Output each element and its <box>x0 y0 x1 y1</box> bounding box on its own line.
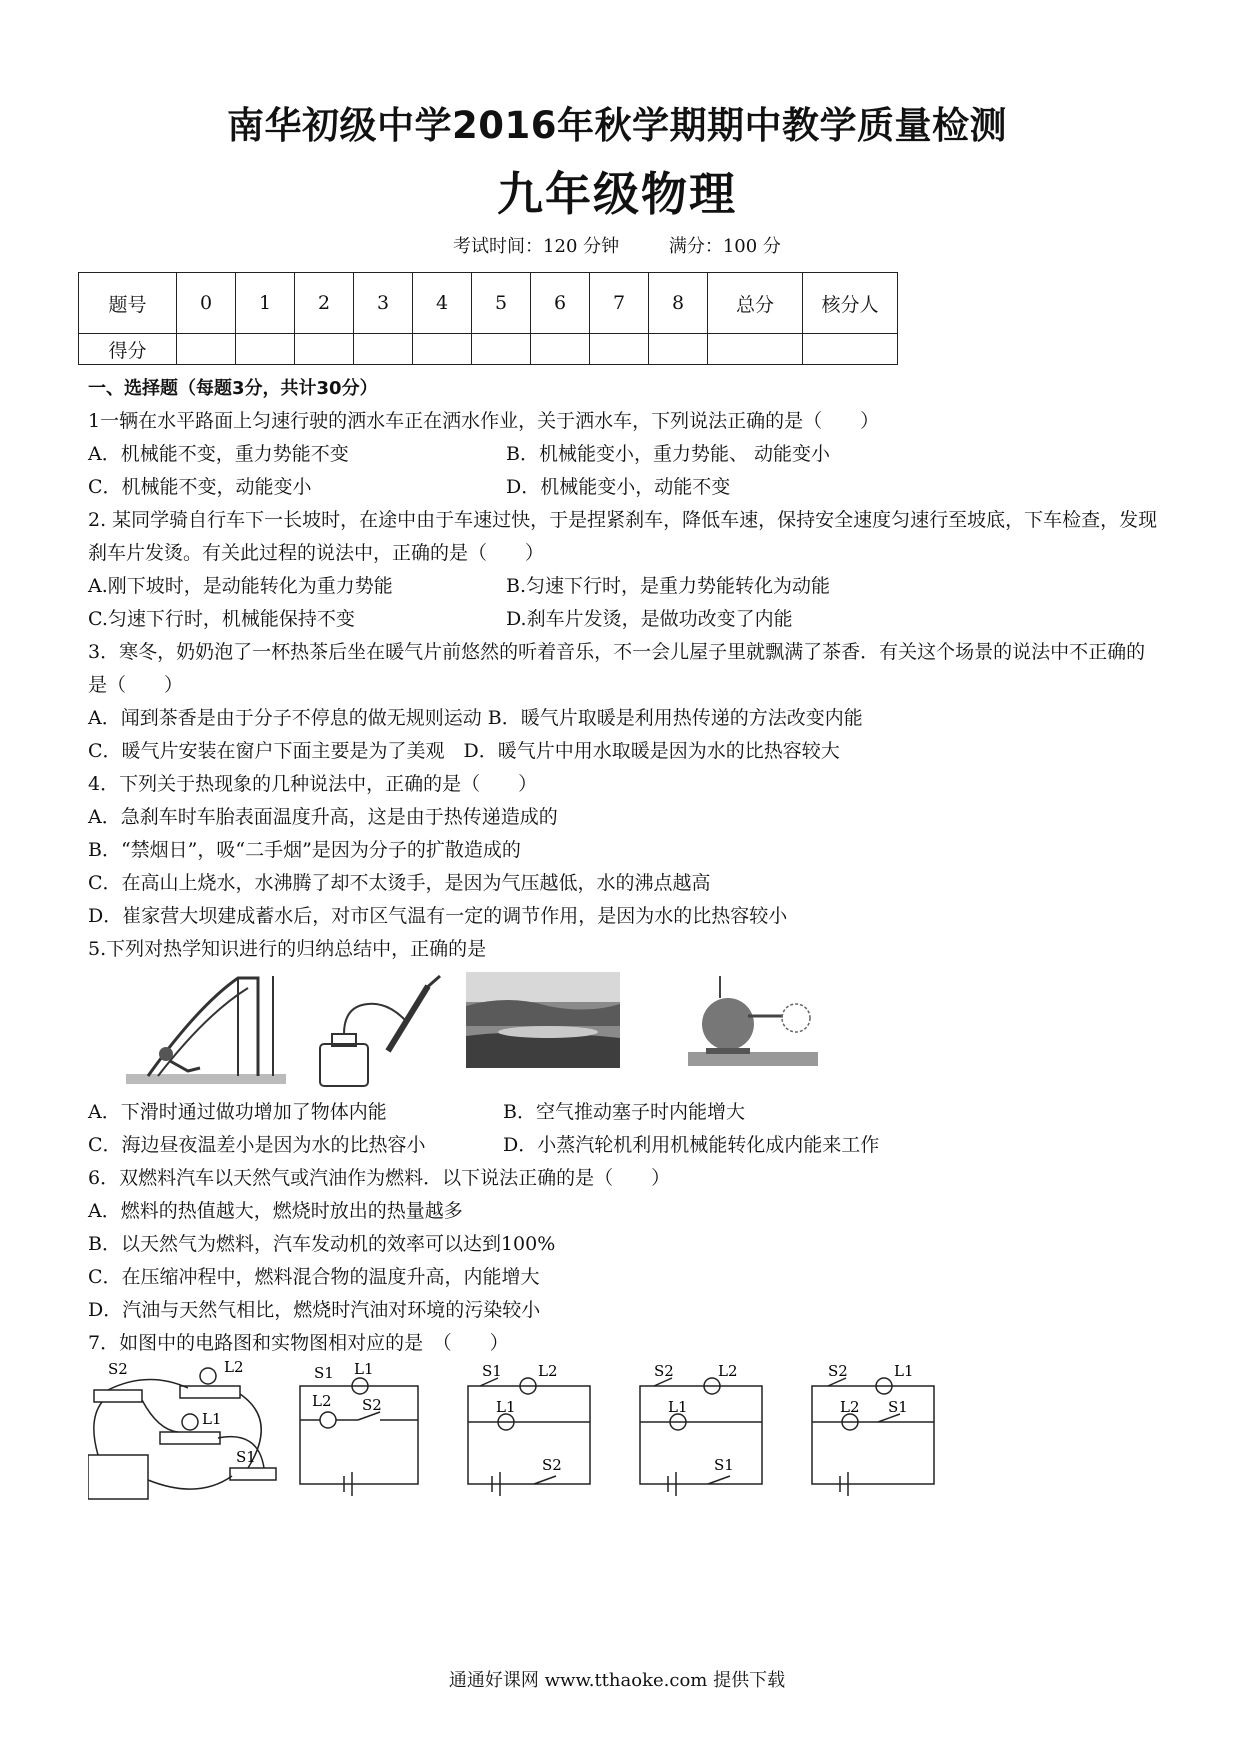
q1-option-a: A．机械能不变，重力势能不变 <box>88 443 349 465</box>
footer-credit: 通通好课网 www.tthaoke.com 提供下载 <box>448 1670 786 1691</box>
questions-section <box>88 372 1158 1590</box>
circuit-a-l2: L2 <box>312 1392 332 1410</box>
score-cell[interactable] <box>803 334 898 365</box>
score-header-cell: 3 <box>354 273 413 334</box>
score-header-cell: 2 <box>295 273 354 334</box>
q1-options-row2 <box>88 471 1158 504</box>
q6-option-a: A．燃料的热值越大，燃烧时放出的热量越多 <box>88 1200 463 1222</box>
score-header-cell: 8 <box>649 273 708 334</box>
exam-time: 考试时间：120 分钟 <box>453 236 620 257</box>
q2-options-row2 <box>88 603 1158 636</box>
score-cell[interactable] <box>354 334 413 365</box>
q5-option-c: C．海边昼夜温差小是因为水的比热容小 <box>88 1134 426 1156</box>
q2-options-row1 <box>88 570 1158 603</box>
seaside-photo <box>466 972 620 1068</box>
q5-stem: 5.下列对热学知识进行的归纳总结中，正确的是 <box>88 938 487 960</box>
score-table <box>78 272 898 365</box>
q6-option-d: D．汽油与天然气相比，燃烧时汽油对环境的污染较小 <box>88 1299 541 1321</box>
circuit-a-l1: L1 <box>354 1360 374 1378</box>
circuit-a-s1: S1 <box>314 1364 334 1382</box>
circuit-c-l1: L1 <box>668 1398 688 1416</box>
score-header-cell: 总分 <box>708 273 803 334</box>
circuit-c <box>640 1378 762 1496</box>
q1-option-c: C．机械能不变，动能变小 <box>88 476 312 498</box>
q7-stem: 7．如图中的电路图和实物图相对应的是 （ ） <box>88 1332 509 1354</box>
q3-options-cd: C．暖气片安装在窗户下面主要是为了美观 D．暖气片中用水取暖是因为水的比热容较大 <box>88 740 840 762</box>
slide-illustration <box>126 976 286 1084</box>
score-cell[interactable] <box>531 334 590 365</box>
q1-option-d: D．机械能变小，动能不变 <box>506 476 731 498</box>
q6-option-b: B．以天然气为燃料，汽车发动机的效率可以达到100% <box>88 1233 556 1255</box>
phys-l1-label: L1 <box>202 1410 222 1428</box>
exam-title: 南华初级中学2016年秋学期期中教学质量检测 <box>227 104 1007 147</box>
phys-s2-label: S2 <box>108 1360 128 1378</box>
score-cell[interactable] <box>649 334 708 365</box>
q3-stem: 3．寒冬，奶奶泡了一杯热茶后坐在暖气片前悠然的听着音乐，不一会儿屋子里就飘满了茶香．有关这个场景的说法中不正确的是（ ） <box>88 641 1146 696</box>
q6-option-c: C．在压缩冲程中，燃料混合物的温度升高，内能增大 <box>88 1266 540 1288</box>
score-cell[interactable] <box>177 334 236 365</box>
score-cell[interactable] <box>236 334 295 365</box>
q1-option-b: B．机械能变小，重力势能、 动能变小 <box>506 443 831 465</box>
full-score: 满分：100 分 <box>668 236 781 257</box>
q2-option-a: A.刚下坡时，是动能转化为重力势能 <box>88 575 393 597</box>
bottle-pump-illustration <box>320 976 440 1086</box>
circuit-d-s2: S2 <box>828 1362 848 1380</box>
score-header-cell: 0 <box>177 273 236 334</box>
score-cell[interactable] <box>295 334 354 365</box>
circuit-d-s1: S1 <box>888 1398 908 1416</box>
score-cell[interactable] <box>590 334 649 365</box>
q7-circuit-figures <box>88 1360 1158 1590</box>
physical-circuit-diagram <box>88 1368 276 1499</box>
circuit-a-s2: S2 <box>362 1396 382 1414</box>
q4-option-d: D．崔家营大坝建成蓄水后，对市区气温有一定的调节作用，是因为水的比热容较小 <box>88 905 788 927</box>
circuit-b-s2: S2 <box>542 1456 562 1474</box>
q2-option-c: C.匀速下行时，机械能保持不变 <box>88 608 355 630</box>
circuit-b-l1: L1 <box>496 1398 516 1416</box>
q3-options-ab: A．闻到茶香是由于分子不停息的做无规则运动 B．暖气片取暖是利用热传递的方法改变内能 <box>88 707 863 729</box>
q5-option-b: B．空气推动塞子时内能增大 <box>503 1101 745 1123</box>
q2-option-b: B.匀速下行时，是重力势能转化为动能 <box>506 575 831 597</box>
exam-subtitle: 九年级物理 <box>497 167 737 221</box>
steam-turbine-photo <box>688 976 818 1066</box>
q5-figures <box>88 966 1158 1096</box>
score-header-cell: 4 <box>413 273 472 334</box>
score-header-cell: 7 <box>590 273 649 334</box>
section-title: 一、选择题（每题3分，共计30分） <box>88 378 378 399</box>
circuit-b-l2: L2 <box>538 1362 558 1380</box>
q5-option-d: D．小蒸汽轮机利用机械能转化成内能来工作 <box>503 1134 880 1156</box>
score-header-cell: 1 <box>236 273 295 334</box>
circuit-d-l2: L2 <box>840 1398 860 1416</box>
score-header-cell: 核分人 <box>803 273 898 334</box>
q4-option-a: A．急刹车时车胎表面温度升高，这是由于热传递造成的 <box>88 806 558 828</box>
q5-option-a: A．下滑时通过做功增加了物体内能 <box>88 1101 387 1123</box>
score-cell[interactable] <box>708 334 803 365</box>
circuit-c-l2: L2 <box>718 1362 738 1380</box>
score-header-cell: 题号 <box>79 273 177 334</box>
circuit-c-s1: S1 <box>714 1456 734 1474</box>
circuit-d <box>812 1378 934 1496</box>
q2-option-d: D.刹车片发烫，是做功改变了内能 <box>506 608 793 630</box>
q4-option-b: B．“禁烟日”，吸“二手烟”是因为分子的扩散造成的 <box>88 839 521 861</box>
q4-stem: 4．下列关于热现象的几种说法中，正确的是（ ） <box>88 773 538 795</box>
circuit-b <box>468 1378 590 1496</box>
circuit-d-l1: L1 <box>894 1362 914 1380</box>
phys-s1-label: S1 <box>236 1448 256 1466</box>
circuit-c-s2: S2 <box>654 1362 674 1380</box>
phys-l2-label: L2 <box>224 1360 244 1376</box>
score-cell[interactable] <box>413 334 472 365</box>
q5-options-row2 <box>88 1129 1158 1162</box>
q2-stem: 2. 某同学骑自行车下一长坡时，在途中由于车速过快，于是捏紧刹车，降低车速，保持安全速度匀速行至坡底，下车检查，发现刹车片发烫。有关此过程的说法中，正确的是（ ） <box>88 509 1158 564</box>
circuit-b-s1: S1 <box>482 1362 502 1380</box>
q1-stem: 1一辆在水平路面上匀速行驶的洒水车正在洒水作业，关于洒水车，下列说法正确的是（ ） <box>88 410 880 432</box>
exam-info <box>0 232 1234 258</box>
score-header-cell: 6 <box>531 273 590 334</box>
q5-options-row1 <box>88 1096 1158 1129</box>
q6-stem: 6．双燃料汽车以天然气或汽油作为燃料．以下说法正确的是（ ） <box>88 1167 671 1189</box>
score-header-cell: 5 <box>472 273 531 334</box>
q1-options-row1 <box>88 438 1158 471</box>
score-cell[interactable] <box>472 334 531 365</box>
q4-option-c: C．在高山上烧水，水沸腾了却不太烫手，是因为气压越低，水的沸点越高 <box>88 872 711 894</box>
score-row-label: 得分 <box>79 334 177 365</box>
